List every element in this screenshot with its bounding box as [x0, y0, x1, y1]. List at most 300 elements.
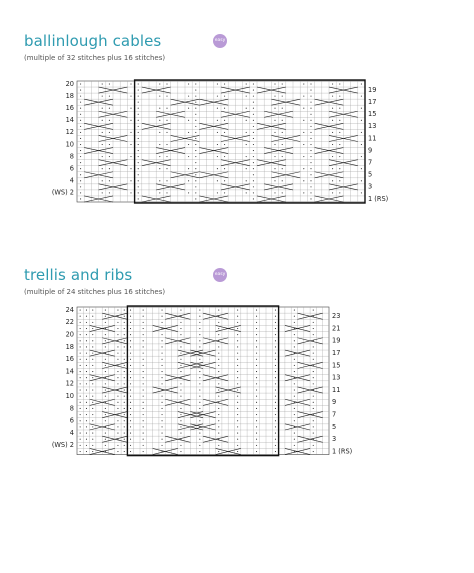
purl-dot	[218, 365, 219, 366]
purl-dot	[86, 396, 87, 397]
purl-dot	[105, 383, 106, 384]
purl-dot	[162, 316, 163, 317]
purl-dot	[199, 408, 200, 409]
purl-dot	[237, 414, 238, 415]
purl-dot	[313, 433, 314, 434]
purl-dot	[92, 371, 93, 372]
purl-dot	[86, 310, 87, 311]
purl-dot	[162, 377, 163, 378]
purl-dot	[80, 439, 81, 440]
purl-dot	[162, 365, 163, 366]
purl-dot	[237, 389, 238, 390]
row-label-right: 9	[332, 398, 337, 407]
purl-dot	[130, 353, 131, 354]
purl-dot	[256, 433, 257, 434]
purl-dot	[130, 420, 131, 421]
purl-dot	[86, 408, 87, 409]
purl-dot	[105, 359, 106, 360]
purl-dot	[105, 396, 106, 397]
purl-dot	[256, 365, 257, 366]
purl-dot	[294, 371, 295, 372]
purl-dot	[80, 402, 81, 403]
row-label-right: 17	[368, 97, 377, 106]
purl-dot	[162, 420, 163, 421]
row-label-right: 17	[332, 348, 341, 357]
purl-dot	[180, 334, 181, 335]
purl-dot	[92, 322, 93, 323]
purl-dot	[275, 322, 276, 323]
purl-dot	[275, 359, 276, 360]
purl-dot	[130, 328, 131, 329]
row-label-right: 5	[368, 170, 373, 179]
purl-dot	[124, 334, 125, 335]
purl-dot	[218, 359, 219, 360]
purl-dot	[218, 334, 219, 335]
purl-dot	[92, 408, 93, 409]
purl-dot	[237, 316, 238, 317]
purl-dot	[86, 420, 87, 421]
purl-dot	[117, 396, 118, 397]
purl-dot	[180, 359, 181, 360]
purl-dot	[162, 371, 163, 372]
purl-dot	[86, 377, 87, 378]
purl-dot	[130, 451, 131, 452]
purl-dot	[237, 426, 238, 427]
purl-dot	[275, 426, 276, 427]
purl-dot	[237, 377, 238, 378]
purl-dot	[105, 365, 106, 366]
purl-dot	[199, 359, 200, 360]
purl-dot	[80, 328, 81, 329]
purl-dot	[130, 346, 131, 347]
purl-dot	[218, 426, 219, 427]
row-label-right: 15	[332, 361, 341, 370]
purl-dot	[86, 389, 87, 390]
purl-dot	[218, 389, 219, 390]
purl-dot	[92, 310, 93, 311]
row-label-right: 1 (RS)	[332, 447, 353, 456]
purl-dot	[275, 310, 276, 311]
purl-dot	[105, 439, 106, 440]
purl-dot	[218, 346, 219, 347]
purl-dot	[256, 439, 257, 440]
purl-dot	[275, 365, 276, 366]
row-label-left: 20	[65, 330, 74, 339]
row-label-right: 19	[332, 336, 341, 345]
purl-dot	[92, 316, 93, 317]
purl-dot	[124, 371, 125, 372]
row-label-left: 16	[65, 104, 74, 113]
purl-dot	[294, 383, 295, 384]
purl-dot	[256, 420, 257, 421]
row-label-right: 9	[368, 146, 373, 155]
purl-dot	[256, 377, 257, 378]
purl-dot	[256, 322, 257, 323]
purl-dot	[143, 328, 144, 329]
purl-dot	[130, 383, 131, 384]
purl-dot	[92, 445, 93, 446]
purl-dot	[143, 445, 144, 446]
purl-dot	[275, 371, 276, 372]
purl-dot	[294, 439, 295, 440]
purl-dot	[275, 402, 276, 403]
purl-dot	[180, 433, 181, 434]
row-label-left: 14	[65, 367, 74, 376]
purl-dot	[80, 334, 81, 335]
purl-dot	[180, 426, 181, 427]
purl-dot	[124, 322, 125, 323]
purl-dot	[294, 408, 295, 409]
purl-dot	[117, 420, 118, 421]
purl-dot	[237, 439, 238, 440]
purl-dot	[237, 328, 238, 329]
purl-dot	[117, 402, 118, 403]
purl-dot	[86, 316, 87, 317]
purl-dot	[237, 334, 238, 335]
purl-dot	[92, 420, 93, 421]
row-label-right: 3	[332, 435, 337, 444]
purl-dot	[199, 334, 200, 335]
purl-dot	[124, 310, 125, 311]
purl-dot	[143, 365, 144, 366]
purl-dot	[256, 353, 257, 354]
purl-dot	[237, 322, 238, 323]
purl-dot	[80, 322, 81, 323]
purl-dot	[143, 408, 144, 409]
purl-dot	[256, 359, 257, 360]
row-label-right: 21	[332, 324, 341, 333]
row-label-left: 4	[69, 428, 74, 437]
purl-dot	[199, 433, 200, 434]
purl-dot	[294, 340, 295, 341]
purl-dot	[130, 340, 131, 341]
purl-dot	[256, 445, 257, 446]
purl-dot	[162, 402, 163, 403]
purl-dot	[313, 310, 314, 311]
purl-dot	[86, 353, 87, 354]
purl-dot	[180, 371, 181, 372]
purl-dot	[143, 334, 144, 335]
purl-dot	[105, 322, 106, 323]
row-label-left: (WS) 2	[51, 441, 74, 450]
purl-dot	[143, 451, 144, 452]
purl-dot	[130, 402, 131, 403]
purl-dot	[199, 420, 200, 421]
row-label-left: 20	[65, 79, 74, 88]
purl-dot	[86, 371, 87, 372]
purl-dot	[237, 396, 238, 397]
purl-dot	[80, 310, 81, 311]
purl-dot	[313, 426, 314, 427]
purl-dot	[313, 359, 314, 360]
purl-dot	[199, 316, 200, 317]
purl-dot	[130, 439, 131, 440]
pattern-subtitle: (multiple of 24 stitches plus 16 stitches)	[24, 288, 166, 296]
purl-dot	[162, 433, 163, 434]
purl-dot	[218, 371, 219, 372]
row-label-left: 10	[65, 392, 74, 401]
purl-dot	[237, 310, 238, 311]
row-label-left: 12	[65, 128, 74, 137]
purl-dot	[105, 414, 106, 415]
purl-dot	[124, 408, 125, 409]
purl-dot	[237, 408, 238, 409]
purl-dot	[275, 396, 276, 397]
purl-dot	[124, 365, 125, 366]
purl-dot	[92, 439, 93, 440]
purl-dot	[256, 426, 257, 427]
row-label-left: 16	[65, 355, 74, 364]
purl-dot	[143, 353, 144, 354]
row-label-left: 4	[69, 176, 74, 185]
purl-dot	[86, 451, 87, 452]
purl-dot	[294, 346, 295, 347]
purl-dot	[130, 377, 131, 378]
row-label-left: 18	[65, 342, 74, 351]
purl-dot	[180, 420, 181, 421]
purl-dot	[180, 389, 181, 390]
purl-dot	[92, 396, 93, 397]
purl-dot	[218, 322, 219, 323]
purl-dot	[162, 414, 163, 415]
purl-dot	[105, 340, 106, 341]
purl-dot	[275, 328, 276, 329]
purl-dot	[294, 365, 295, 366]
purl-dot	[237, 383, 238, 384]
purl-dot	[124, 389, 125, 390]
purl-dot	[124, 353, 125, 354]
purl-dot	[256, 396, 257, 397]
purl-dot	[117, 334, 118, 335]
purl-dot	[92, 353, 93, 354]
purl-dot	[313, 346, 314, 347]
purl-dot	[143, 426, 144, 427]
purl-dot	[143, 346, 144, 347]
purl-dot	[180, 322, 181, 323]
purl-dot	[124, 340, 125, 341]
purl-dot	[256, 371, 257, 372]
purl-dot	[199, 328, 200, 329]
purl-dot	[86, 340, 87, 341]
row-label-left: 8	[69, 152, 74, 161]
purl-dot	[256, 310, 257, 311]
purl-dot	[199, 383, 200, 384]
purl-dot	[92, 334, 93, 335]
purl-dot	[294, 414, 295, 415]
purl-dot	[143, 322, 144, 323]
purl-dot	[80, 340, 81, 341]
purl-dot	[162, 310, 163, 311]
purl-dot	[143, 433, 144, 434]
purl-dot	[86, 359, 87, 360]
row-label-right: 3	[368, 182, 373, 191]
purl-dot	[294, 316, 295, 317]
row-label-right: 1 (RS)	[368, 194, 389, 203]
purl-dot	[162, 340, 163, 341]
row-label-left: 10	[65, 140, 74, 149]
purl-dot	[199, 340, 200, 341]
purl-dot	[124, 414, 125, 415]
purl-dot	[105, 371, 106, 372]
purl-dot	[86, 346, 87, 347]
purl-dot	[275, 340, 276, 341]
purl-dot	[218, 353, 219, 354]
purl-dot	[275, 334, 276, 335]
row-label-right: 7	[332, 410, 337, 419]
purl-dot	[124, 420, 125, 421]
purl-dot	[313, 353, 314, 354]
purl-dot	[117, 322, 118, 323]
purl-dot	[80, 426, 81, 427]
purl-dot	[218, 420, 219, 421]
purl-dot	[80, 383, 81, 384]
purl-dot	[86, 328, 87, 329]
purl-dot	[105, 389, 106, 390]
purl-dot	[294, 359, 295, 360]
purl-dot	[130, 389, 131, 390]
purl-dot	[256, 402, 257, 403]
purl-dot	[124, 359, 125, 360]
purl-dot	[199, 346, 200, 347]
purl-dot	[124, 439, 125, 440]
purl-dot	[199, 310, 200, 311]
row-label-right: 7	[368, 158, 373, 167]
purl-dot	[180, 383, 181, 384]
purl-dot	[218, 408, 219, 409]
purl-dot	[92, 346, 93, 347]
purl-dot	[124, 426, 125, 427]
purl-dot	[143, 310, 144, 311]
purl-dot	[237, 445, 238, 446]
purl-dot	[275, 433, 276, 434]
purl-dot	[218, 310, 219, 311]
purl-dot	[124, 316, 125, 317]
purl-dot	[199, 371, 200, 372]
purl-dot	[124, 445, 125, 446]
purl-dot	[256, 451, 257, 452]
purl-dot	[130, 426, 131, 427]
purl-dot	[237, 340, 238, 341]
purl-dot	[105, 408, 106, 409]
purl-dot	[275, 377, 276, 378]
purl-dot	[92, 365, 93, 366]
purl-dot	[92, 328, 93, 329]
purl-dot	[218, 328, 219, 329]
purl-dot	[180, 451, 181, 452]
purl-dot	[117, 310, 118, 311]
purl-dot	[237, 420, 238, 421]
pattern-subtitle: (multiple of 32 stitches plus 16 stitches)	[24, 54, 166, 62]
purl-dot	[86, 433, 87, 434]
purl-dot	[218, 433, 219, 434]
purl-dot	[313, 383, 314, 384]
purl-dot	[180, 408, 181, 409]
purl-dot	[105, 346, 106, 347]
purl-dot	[92, 389, 93, 390]
purl-dot	[117, 346, 118, 347]
purl-dot	[294, 322, 295, 323]
purl-dot	[275, 389, 276, 390]
purl-dot	[117, 433, 118, 434]
row-label-right: 13	[368, 122, 377, 131]
purl-dot	[124, 402, 125, 403]
purl-dot	[294, 420, 295, 421]
purl-dot	[143, 396, 144, 397]
row-label-left: (WS) 2	[51, 188, 74, 197]
purl-dot	[275, 445, 276, 446]
purl-dot	[80, 371, 81, 372]
purl-dot	[143, 389, 144, 390]
purl-dot	[218, 414, 219, 415]
purl-dot	[80, 451, 81, 452]
purl-dot	[162, 346, 163, 347]
purl-dot	[124, 383, 125, 384]
row-label-left: 6	[69, 416, 74, 425]
purl-dot	[313, 334, 314, 335]
row-label-right: 11	[368, 134, 377, 143]
row-label-left: 14	[65, 116, 74, 125]
purl-dot	[86, 334, 87, 335]
purl-dot	[180, 353, 181, 354]
purl-dot	[199, 439, 200, 440]
purl-dot	[313, 396, 314, 397]
purl-dot	[86, 365, 87, 366]
row-label-right: 23	[332, 312, 341, 321]
purl-dot	[199, 445, 200, 446]
purl-dot	[143, 402, 144, 403]
purl-dot	[80, 316, 81, 317]
purl-dot	[117, 377, 118, 378]
purl-dot	[124, 328, 125, 329]
purl-dot	[218, 383, 219, 384]
purl-dot	[180, 346, 181, 347]
purl-dot	[130, 396, 131, 397]
pattern-title: ballinlough cables	[24, 32, 162, 50]
row-label-left: 22	[65, 318, 74, 327]
purl-dot	[275, 414, 276, 415]
purl-dot	[130, 371, 131, 372]
purl-dot	[199, 322, 200, 323]
purl-dot	[313, 328, 314, 329]
purl-dot	[80, 359, 81, 360]
purl-dot	[313, 451, 314, 452]
purl-dot	[162, 383, 163, 384]
purl-dot	[237, 402, 238, 403]
purl-dot	[143, 439, 144, 440]
purl-dot	[180, 414, 181, 415]
purl-dot	[237, 353, 238, 354]
purl-dot	[80, 377, 81, 378]
purl-dot	[80, 346, 81, 347]
purl-dot	[162, 396, 163, 397]
purl-dot	[218, 445, 219, 446]
purl-dot	[130, 359, 131, 360]
purl-dot	[275, 346, 276, 347]
row-label-right: 11	[332, 385, 341, 394]
purl-dot	[256, 383, 257, 384]
purl-dot	[130, 433, 131, 434]
purl-dot	[92, 451, 93, 452]
purl-dot	[117, 445, 118, 446]
purl-dot	[80, 353, 81, 354]
purl-dot	[294, 334, 295, 335]
purl-dot	[237, 371, 238, 372]
purl-dot	[117, 353, 118, 354]
purl-dot	[130, 445, 131, 446]
purl-dot	[199, 451, 200, 452]
purl-dot	[162, 359, 163, 360]
purl-dot	[130, 408, 131, 409]
